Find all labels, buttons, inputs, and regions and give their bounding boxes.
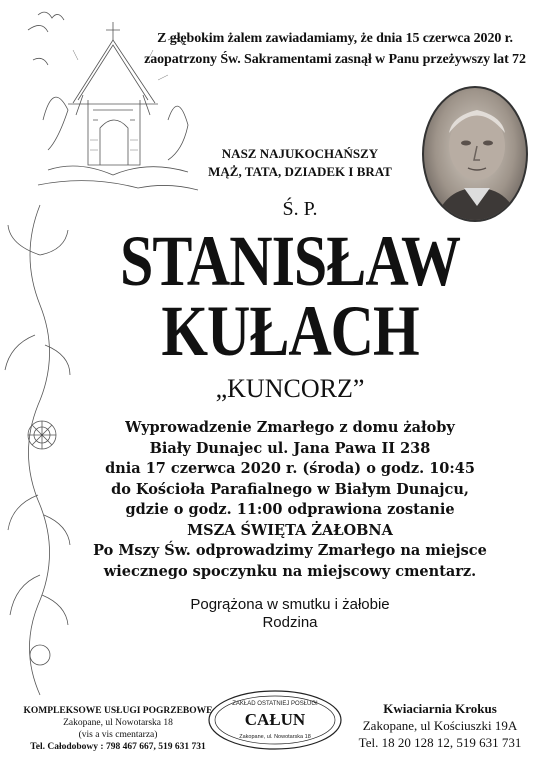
mourners-line-2: Rodzina: [262, 614, 318, 631]
funeral-home-note: (vis a vis cmentarza): [78, 730, 158, 740]
details-line: MSZA ŚWIĘTA ŻAŁOBNA: [187, 521, 393, 539]
logo-bottom-text: Zakopane, ul. Nowotarska 18: [239, 734, 311, 740]
florist-name: Kwiaciarnia Krokus: [383, 701, 497, 716]
details-line: Biały Dunajec ul. Jana Pawa II 238: [149, 439, 431, 457]
relation-line-1: NASZ NAJUKOCHAŃSZY: [221, 146, 379, 161]
mourners-line-1: Pogrążona w smutku i żałobie: [190, 596, 390, 613]
deceased-last-name: KUŁACH: [161, 291, 419, 371]
portrait-image: [424, 88, 528, 222]
intro-line-2: zaopatrzony Św. Sakramentami zasnął w Panu przeżywszy lat 72: [144, 52, 526, 67]
logo-top-text: ZAKŁAD OSTATNIEJ POSŁUGI: [232, 701, 318, 707]
intro-line-1: Z głębokim żalem zawiadamiamy, że dnia 15 czerwca 2020 r.: [157, 31, 513, 46]
details-line: wiecznego spoczynku na miejscowy cmentarz.: [103, 562, 477, 580]
details-line: do Kościoła Parafialnego w Białym Dunajcu,: [111, 480, 469, 498]
funeral-home-phone: Tel. Całodobowy : 798 467 667, 519 631 731: [30, 742, 206, 752]
details-line: Wyprowadzenie Zmarłego z domu żałoby: [125, 419, 455, 436]
relation-text: [200, 145, 400, 181]
funeral-home-services: KOMPLEKSOWE USŁUGI POGRZEBOWE: [23, 706, 213, 716]
funeral-home-info: [8, 705, 228, 753]
intro-text: [140, 28, 530, 70]
florist-phone: Tel. 18 20 128 12, 519 631 731: [358, 735, 522, 750]
logo-name: CAŁUN: [244, 710, 306, 729]
funeral-details: [60, 418, 520, 582]
details-line: gdzie o godz. 11:00 odprawiona zostanie: [125, 501, 455, 518]
relation-line-2: MĄŻ, TATA, DZIADEK I BRAT: [208, 164, 392, 179]
details-line: Po Mszy Św. odprowadzimy Zmarłego na miejsce: [93, 542, 487, 559]
florist-address: Zakopane, ul Kościuszki 19A: [362, 718, 518, 733]
calun-logo: [205, 688, 345, 752]
funeral-home-address: Zakopane, ul Nowotarska 18: [63, 718, 173, 728]
deceased-nickname: „KUNCORZ”: [215, 374, 365, 403]
deceased-portrait: [422, 86, 528, 222]
mourners-text: [120, 596, 460, 632]
honorific: Ś. P.: [282, 198, 318, 220]
details-line: dnia 17 czerwca 2020 r. (środa) o godz. 10:45: [105, 460, 475, 477]
florist-info: [340, 700, 540, 751]
deceased-first-name: STANISŁAW: [119, 221, 460, 301]
